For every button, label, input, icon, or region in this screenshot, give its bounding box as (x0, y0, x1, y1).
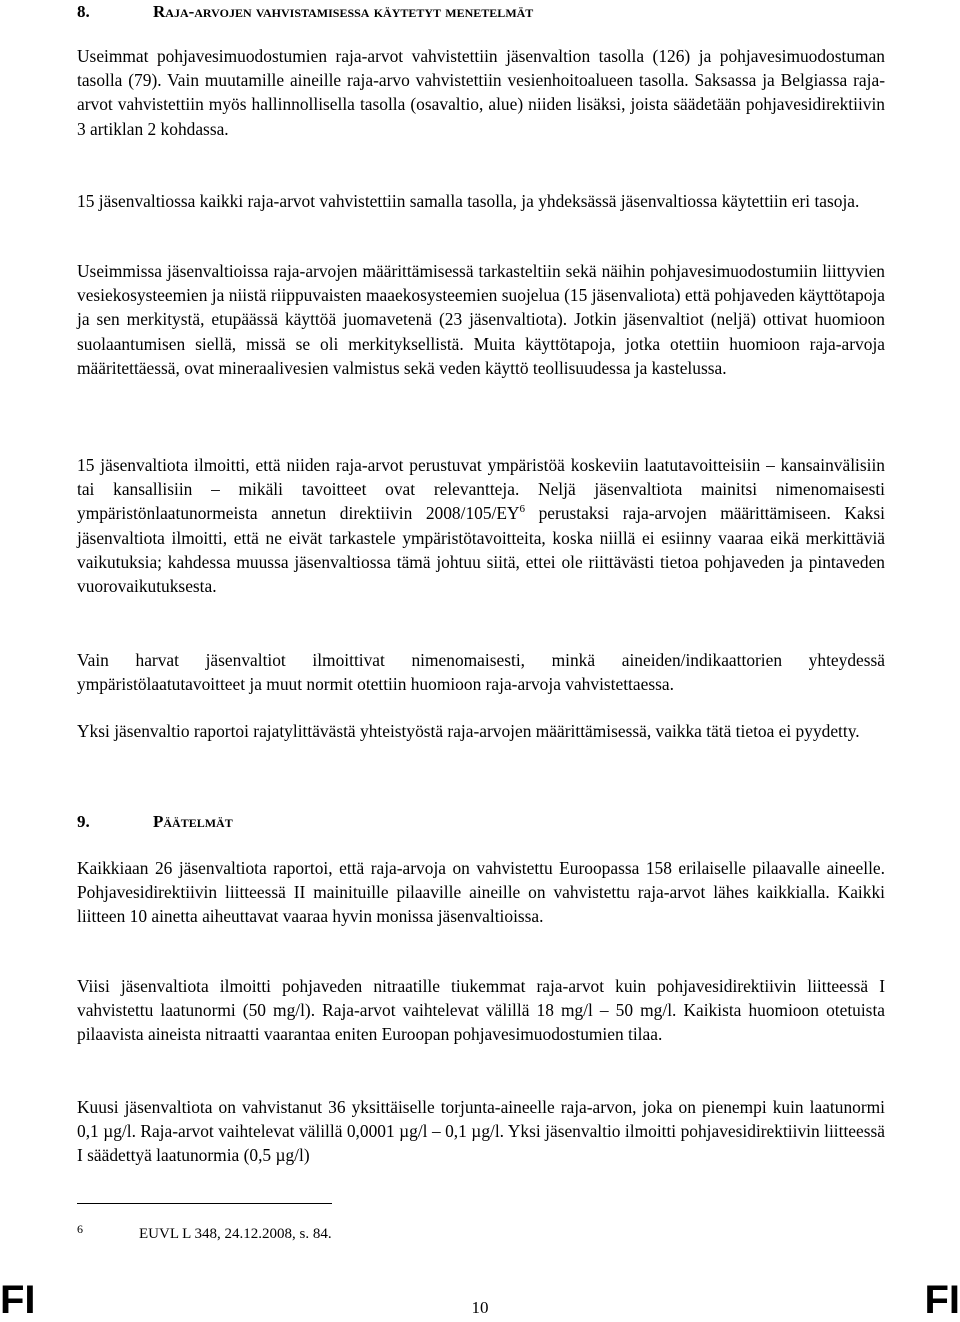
footnote-separator (77, 1203, 332, 1204)
section-8-paragraph-3: Useimmissa jäsenvaltioissa raja-arvojen määrittämisessä tarkasteltiin sekä näihin pohjavesimuodostumiin liittyvien vesiekosysteemien ja niistä riippuvaisten maaekosysteemien suojelua (15 jäsenvaliota) että pohjaveden käyttötapoja ja sen merkitystä, etupäässä käyttöä juomavetenä (23 jäsenvaltiota). Jotkin jäsenvaltiot (neljä) ottivat huomioon suolaantumisen siellä, missä se oli merkityksellistä. Muita käyttötapoja, jotka otettiin huomioon raja-arvoja määritettäessä, ovat mineraalivesien valmistus sekä veden käyttö teollisuudessa ja kastelussa. (77, 261, 885, 378)
footnote-text: EUVL L 348, 24.12.2008, s. 84. (139, 1226, 332, 1242)
section-9-paragraph-3: Kuusi jäsenvaltiota on vahvistanut 36 yksittäiselle torjunta-aineelle raja-arvon, joka on pienempi kuin laatunormi 0,1 µg/l. Raja-arvot vaihtelevat välillä 0,0001 µg/l – 0,1 µg/l. Yksi jäsenvaltio ilmoitti pohjavesidirektiivin liitteessä I säädettyä laatunormia (0,5 µg/l) (77, 1097, 885, 1166)
section-8-heading (77, 2, 533, 22)
section-8-title: Raja-arvojen vahvistamisessa käytetyt menetelmät (153, 2, 534, 21)
language-code-right: FI (924, 1278, 960, 1322)
section-9-paragraph-1: Kaikkiaan 26 jäsenvaltiota raportoi, että raja-arvoja on vahvistettu Euroopassa 158 erilaiselle pilaavalle aineelle. Pohjavesidirektiivin liitteessä II mainituille pilaaville aineille on vahvistettu raja-arvot lähes kaikkialla. Kaikki liitteen 10 ainetta aiheuttavat vaaraa hyvin monissa jäsenvaltioissa. (77, 858, 885, 927)
page-number: 10 (471, 1298, 489, 1317)
section-9-heading (77, 812, 233, 832)
section-9-number: 9. (77, 812, 90, 831)
section-8-number: 8. (77, 2, 90, 21)
section-8-paragraph-6: Yksi jäsenvaltio raportoi rajatylittävästä yhteistyöstä raja-arvojen määrittämisessä, vaikka tätä tietoa ei pyydetty. (77, 721, 860, 741)
footnote-reference: 6 (519, 503, 526, 516)
section-8-paragraph-4 (77, 453, 885, 598)
section-9-title: Päätelmät (153, 812, 233, 831)
paragraph-4-text-end: perustaksi raja-arvojen määrittämiseen. Kaksi jäsenvaltiota ilmoitti, että ne eivät tarkastele ympäristötavoitteita, koska niillä ei esiinny vaaraa eikä merkittäviä vaikutuksia; kahdessa muussa jäsenvaltiossa tämä johtuu siitä, ettei ole riittävästi tietoa pohjaveden ja pintaveden vuorovaikutuksesta. (77, 503, 885, 597)
section-8-paragraph-5: Vain harvat jäsenvaltiot ilmoittivat nimenomaisesti, minkä aineiden/indikaattorien yhteydessä ympäristölaatutavoitteet ja muut normit otettiin huomioon raja-arvoja vahvistettaessa. (77, 650, 885, 695)
section-8-paragraph-1: Useimmat pohjavesimuodostumien raja-arvot vahvistettiin jäsenvaltion tasolla (126) ja pohjavesimuodostuman tasolla (79). Vain muutamille aineille raja-arvo vahvistettiin vesienhoitoalueen tasolla. Saksassa ja Belgiassa raja-arvot vahvistettiin myös hallinnollisella tasolla (osavaltio, alue) niiden lisäksi, joista säädetään pohjavesidirektiivin 3 artiklan 2 kohdassa. (77, 46, 885, 139)
footnote-number: 6 (77, 1222, 83, 1236)
language-code-left: FI (0, 1278, 36, 1322)
section-9-paragraph-2: Viisi jäsenvaltiota ilmoitti pohjaveden nitraatille tiukemmat raja-arvot kuin pohjavesidirektiivin liitteessä I vahvistettu laatunormi (50 mg/l). Raja-arvot vaihtelevat välillä 18 mg/l – 50 mg/l. Kaikista huomioon otetuista pilaavista aineista nitraatti vaarantaa eniten Euroopan pohjavesimuodostumien tilaa. (77, 976, 885, 1045)
paragraph-4-text-start: 15 jäsenvaltiota ilmoitti, että niiden raja-arvot perustuvat ympäristöä koskeviin laatutavoitteisiin – kansainvälisiin tai kansallisiin – mikäli tavoitteet ovat relevantteja. Neljä jäsenvaltiota mainitsi nimenomaisesti ympäristönlaatunormeista annetun direktiivin 2008/105/EY (77, 455, 885, 524)
section-8-paragraph-2: 15 jäsenvaltiossa kaikki raja-arvot vahvistettiin samalla tasolla, ja yhdeksässä jäsenvaltiossa käytettiin eri tasoja. (77, 191, 860, 211)
